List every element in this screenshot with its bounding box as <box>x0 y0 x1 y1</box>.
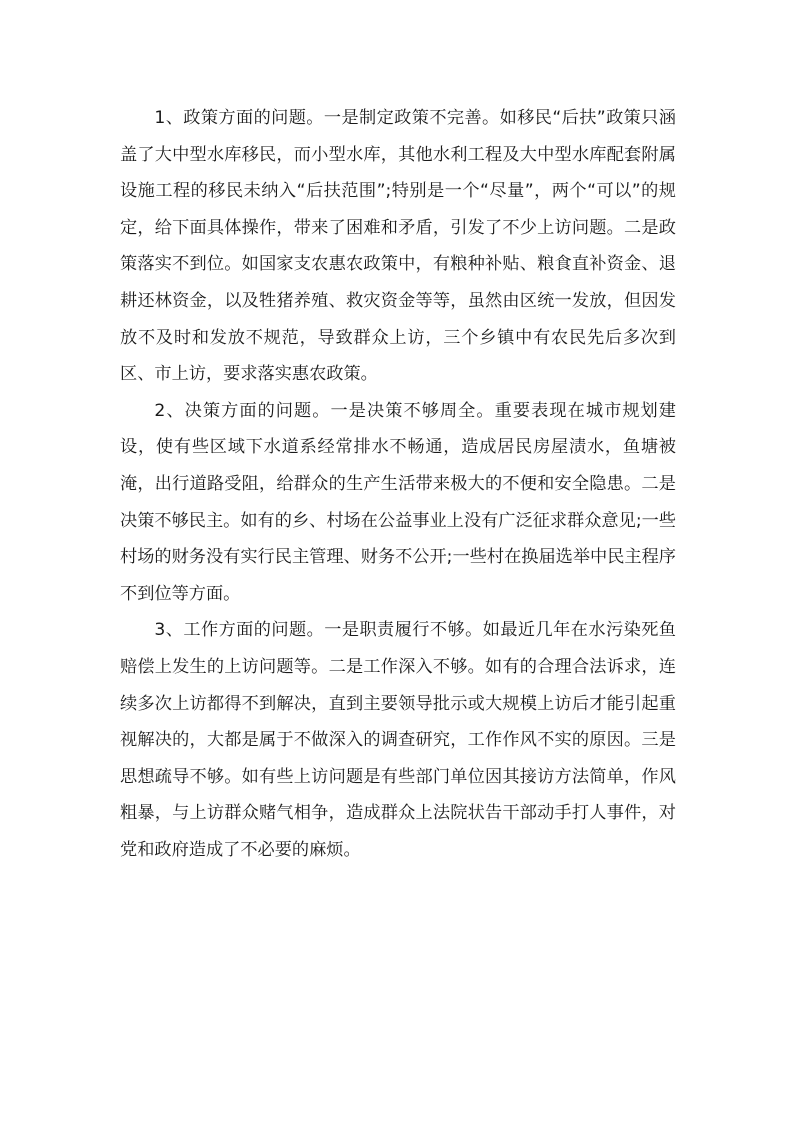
paragraph-policy-issues: 1、政策方面的问题。一是制定政策不完善。如移民“后扶”政策只涵盖了大中型水库移民，而小型水库，其他水利工程及大中型水库配套附属设施工程的移民未纳入“后扶范围”;特别是一个“尽量”，两个“可以”的规定，给下面具体操作，带来了困难和矛盾，引发了不少上访问题。二是政策落实不到位。如国家支农惠农政策中，有粮种补贴、粮食直补资金、退耕还林资金，以及牲猪养殖、救灾资金等等，虽然由区统一发放，但因发放不及时和发放不规范，导致群众上访，三个乡镇中有农民先后多次到区、市上访，要求落实惠农政策。 <box>120 108 676 385</box>
document-body <box>120 100 676 868</box>
paragraph-work-issues: 3、工作方面的问题。一是职责履行不够。如最近几年在水污染死鱼赔偿上发生的上访问题等。二是工作深入不够。如有的合理合法诉求，连续多次上访都得不到解决，直到主要领导批示或大规模上访后才能引起重视解决的，大都是属于不做深入的调查研究，工作作风不实的原因。三是思想疏导不够。如有些上访问题是有些部门单位因其接访方法简单，作风粗暴，与上访群众赌气相争，造成群众上法院状告干部动手打人事件，对党和政府造成了不必要的麻烦。 <box>120 620 676 860</box>
paragraph-decision-issues: 2、决策方面的问题。一是决策不够周全。重要表现在城市规划建设，使有些区域下水道系经常排水不畅通，造成居民房屋渍水，鱼塘被淹，出行道路受阻，给群众的生产生活带来极大的不便和安全隐患。二是决策不够民主。如有的乡、村场在公益事业上没有广泛征求群众意见;一些村场的财务没有实行民主管理、财务不公开;一些村在换届选举中民主程序不到位等方面。 <box>120 400 676 604</box>
